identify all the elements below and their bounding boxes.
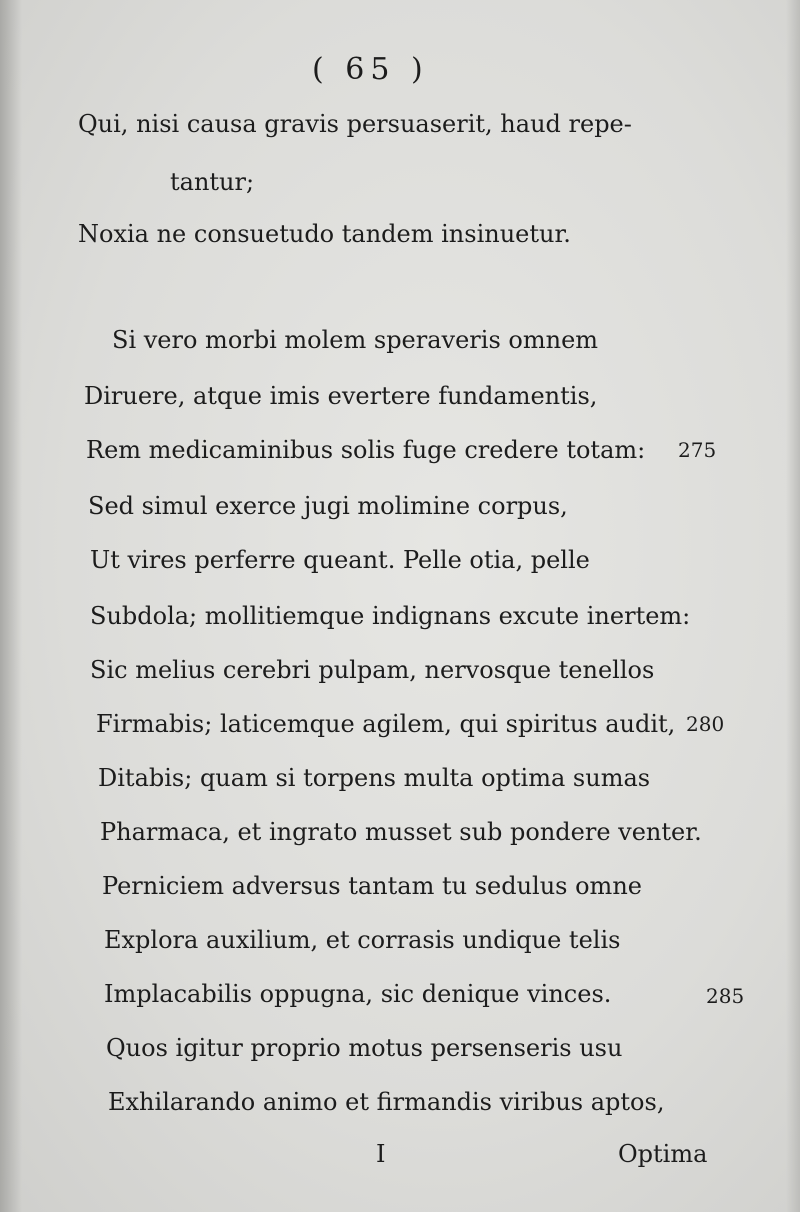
verse-line: tantur; [170, 168, 255, 196]
verse-line: Rem medicaminibus solis fuge credere totam: [86, 436, 646, 464]
verse-line: Implacabilis oppugna, sic denique vinces. [104, 980, 612, 1008]
line-number: 285 [706, 984, 745, 1008]
verse-line: Ut vires perferre queant. Pelle otia, pelle [90, 546, 590, 574]
line-number: 275 [678, 438, 717, 462]
verse-line: Perniciem adversus tantam tu sedulus omne [102, 872, 642, 900]
verse-line: Ditabis; quam si torpens multa optima sumas [98, 764, 651, 792]
page-edge-shadow [786, 0, 800, 1212]
page-number: ( 65 ) [312, 52, 429, 87]
spine-shadow [0, 0, 22, 1212]
line-number: 280 [686, 712, 725, 736]
verse-line: Si vero morbi molem speraveris omnem [112, 326, 599, 354]
verse-line: Sic melius cerebri pulpam, nervosque tenellos [90, 656, 655, 684]
verse-line: Noxia ne consuetudo tandem insinuetur. [78, 220, 571, 248]
signature-mark: I [376, 1140, 386, 1168]
verse-line: Sed simul exerce jugi molimine corpus, [88, 492, 568, 520]
verse-line: Subdola; mollitiemque indignans excute inertem: [90, 602, 691, 630]
verse-line: Qui, nisi causa gravis persuaserit, haud repe- [78, 110, 632, 138]
verse-line: Exhilarando animo et firmandis viribus aptos, [108, 1088, 665, 1116]
verse-line: Diruere, atque imis evertere fundamentis, [84, 382, 598, 410]
verse-line: Firmabis; laticemque agilem, qui spiritus audit, [96, 710, 676, 738]
catchword: Optima [618, 1140, 708, 1168]
verse-line: Explora auxilium, et corrasis undique telis [104, 926, 621, 954]
verse-line: Pharmaca, et ingrato musset sub pondere venter. [100, 818, 702, 846]
verse-line: Quos igitur proprio motus persenseris usu [106, 1034, 623, 1062]
